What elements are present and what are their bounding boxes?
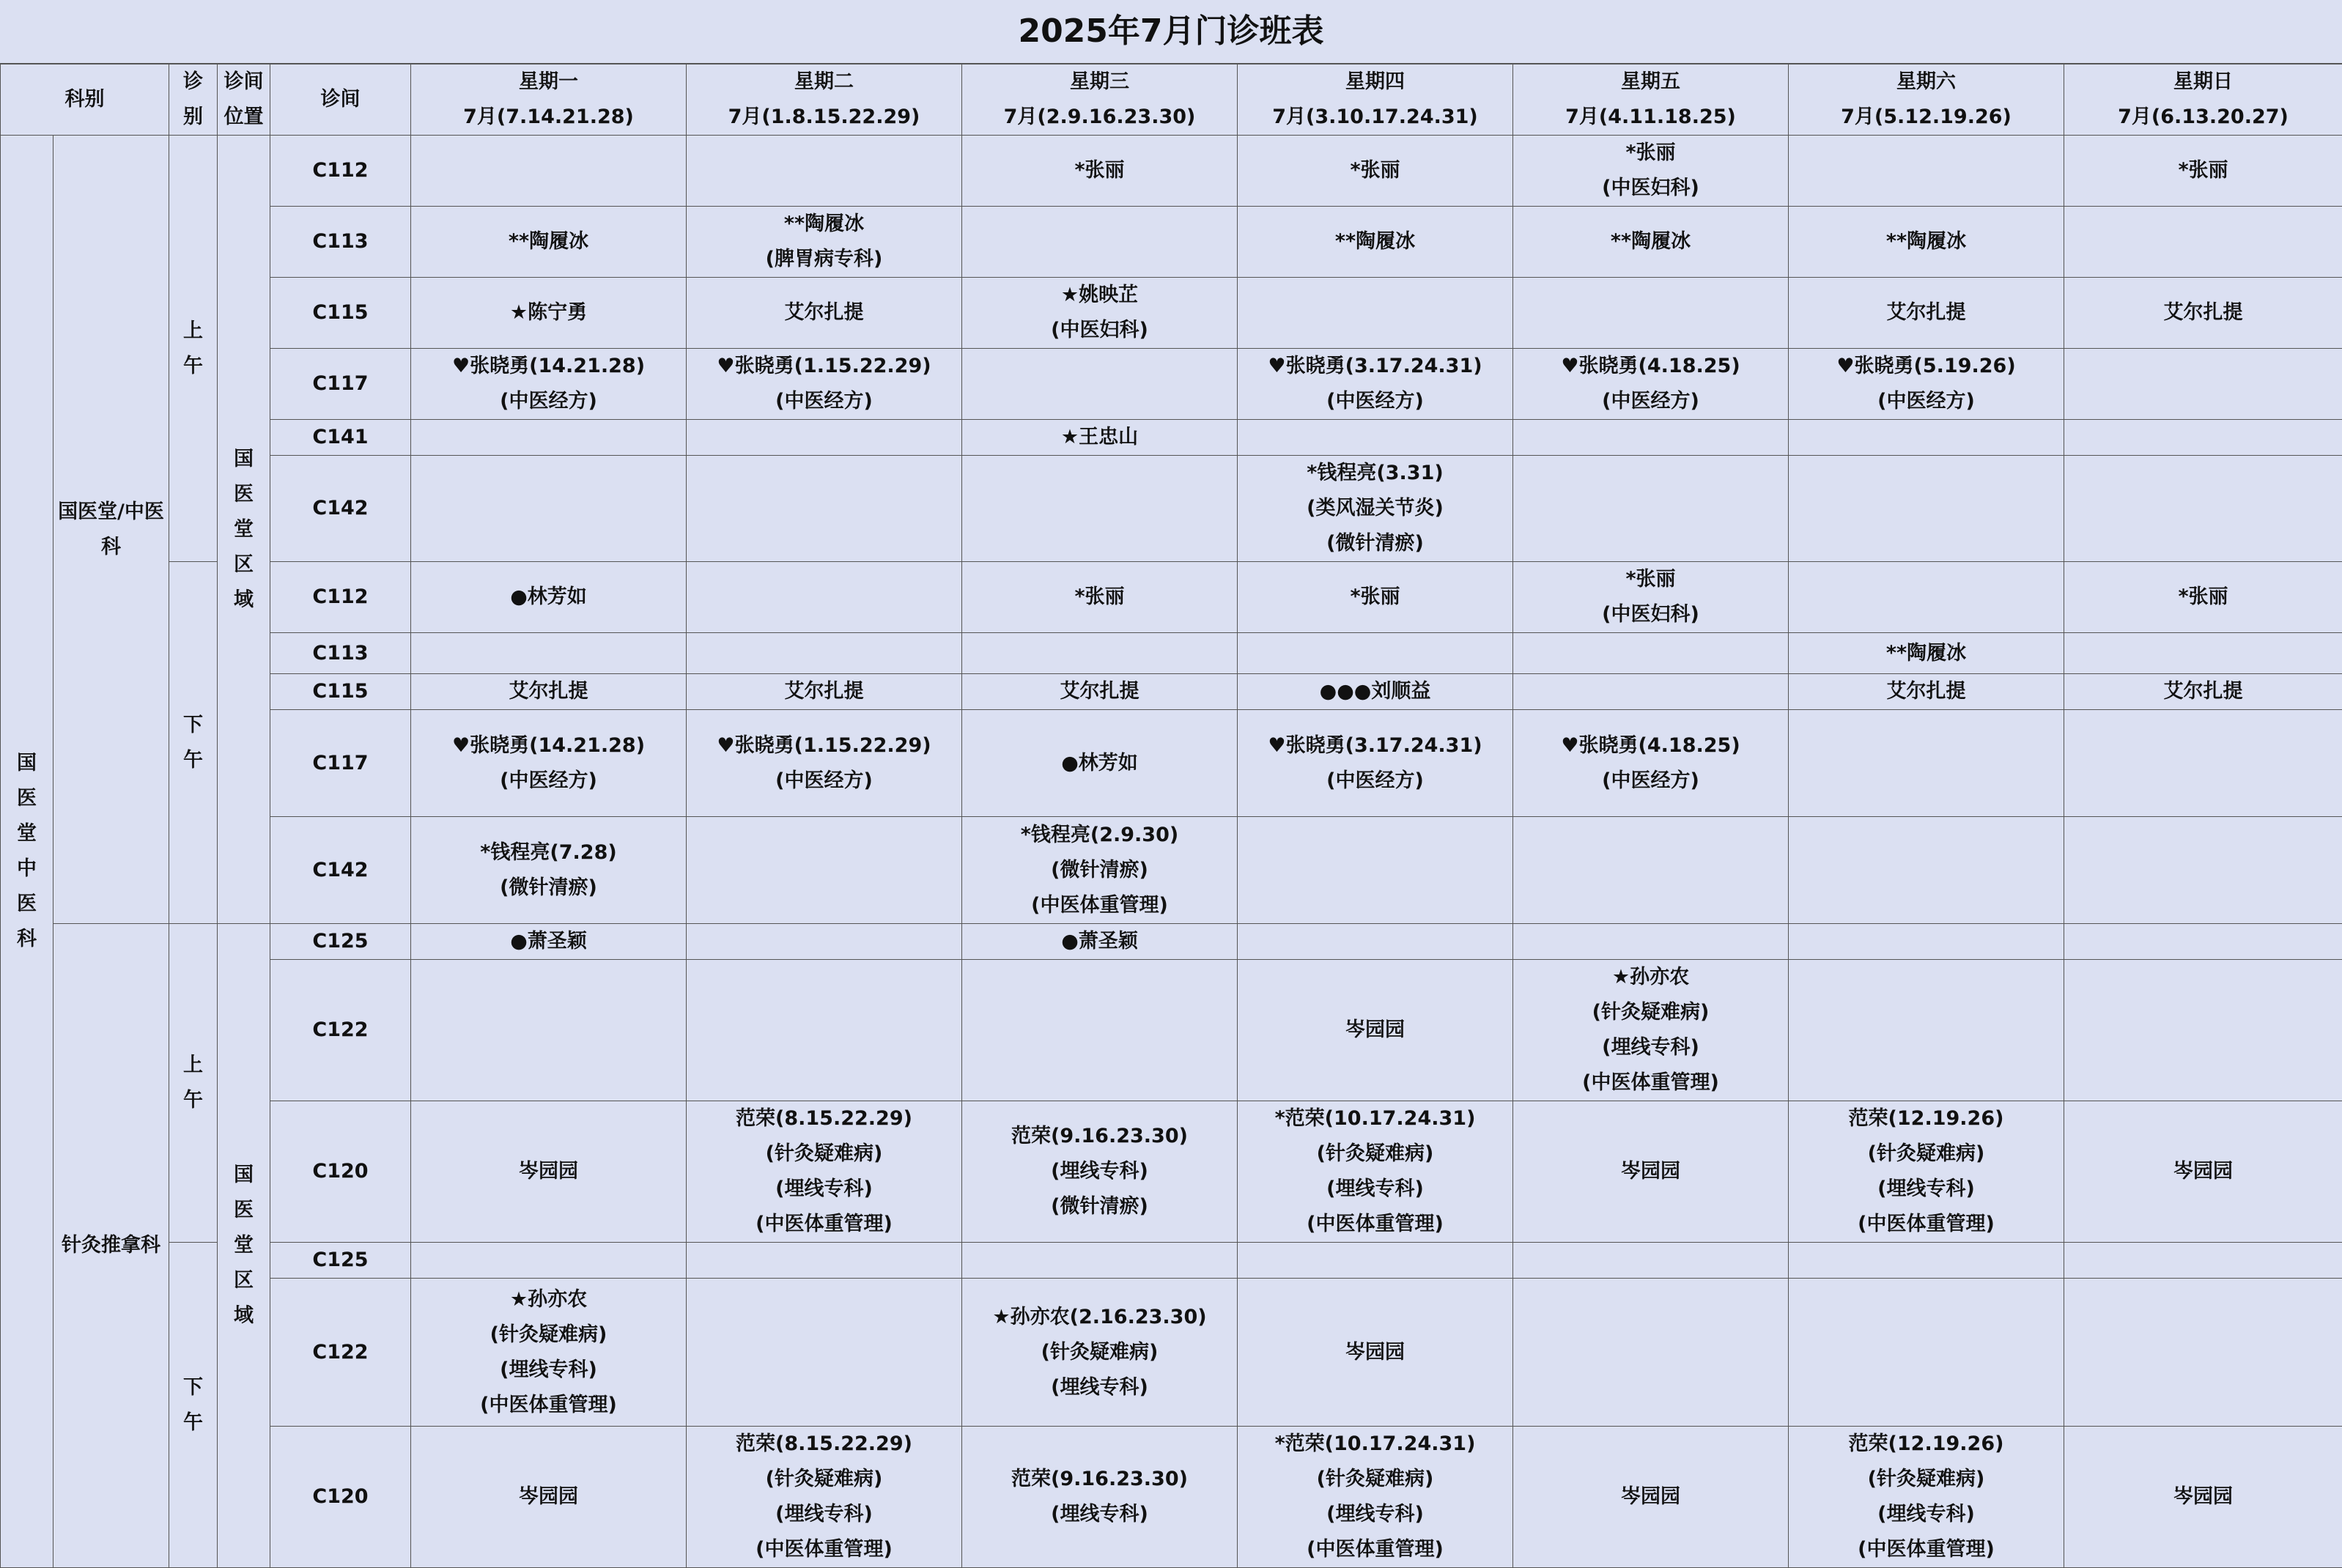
room-cell: C115: [270, 674, 411, 710]
schedule-cell-thu: [1238, 1243, 1513, 1279]
room-cell: C117: [270, 710, 411, 817]
schedule-cell-thu: [1238, 817, 1513, 924]
table-row: [1, 817, 2342, 924]
schedule-cell-thu: [1238, 924, 1513, 960]
table-row: [1, 207, 2342, 278]
schedule-cell-thu: [1238, 420, 1513, 456]
schedule-entry-line: 岑园园: [1238, 1335, 1512, 1370]
schedule-cell-fri: [1513, 420, 1789, 456]
schedule-entry-line: (中医体重管理): [1238, 1207, 1512, 1242]
schedule-entry-line: (中医体重管理): [687, 1532, 961, 1567]
schedule-cell-sun: [2064, 817, 2342, 924]
schedule-cell-sun: [2064, 710, 2342, 817]
room-cell: C125: [270, 924, 411, 960]
schedule-entry-line: 岑园园: [1513, 1154, 1788, 1189]
schedule-cell-mon: [411, 349, 687, 420]
schedule-cell-fri: [1513, 674, 1789, 710]
schedule-entry-line: (中医经方): [1238, 763, 1512, 799]
schedule-entry-line: *范荣(10.17.24.31): [1238, 1101, 1512, 1136]
schedule-entry-line: **陶履冰: [1789, 224, 2064, 259]
schedule-cell-mon: [411, 817, 687, 924]
schedule-cell-mon: [411, 1243, 687, 1279]
schedule-entry-line: ♥张晓勇(14.21.28): [411, 728, 686, 763]
schedule-entry-line: ●萧圣颖: [411, 924, 686, 959]
schedule-entry-line: (微针清瘀): [962, 853, 1237, 888]
area-tcm-cell: 国医堂区域: [218, 136, 270, 924]
schedule-cell-wed: [962, 817, 1238, 924]
room-cell: C115: [270, 278, 411, 349]
schedule-cell-wed: [962, 278, 1238, 349]
schedule-cell-mon: [411, 278, 687, 349]
schedule-cell-tue: [687, 924, 962, 960]
schedule-entry-line: 岑园园: [2064, 1154, 2342, 1189]
schedule-entry-line: *张丽: [1238, 580, 1512, 615]
schedule-body: [1, 136, 2342, 1568]
schedule-entry-line: (针灸疑难病): [962, 1335, 1237, 1370]
schedule-entry-line: *张丽: [2064, 153, 2342, 188]
schedule-cell-thu: [1238, 674, 1513, 710]
schedule-entry-line: 艾尔扎提: [411, 674, 686, 709]
schedule-cell-sun: [2064, 1427, 2342, 1568]
schedule-cell-sun: [2064, 1279, 2342, 1427]
schedule-entry-line: (埋线专科): [1789, 1172, 2064, 1207]
schedule-entry-line: ★孙亦农(2.16.23.30): [962, 1300, 1237, 1335]
header-day-tue: 星期二 7月(1.8.15.22.29): [687, 64, 962, 136]
schedule-entry-line: (中医妇科): [962, 313, 1237, 348]
room-cell: C117: [270, 349, 411, 420]
schedule-cell-sun: [2064, 278, 2342, 349]
schedule-cell-tue: [687, 207, 962, 278]
schedule-table: [0, 64, 2342, 1568]
schedule-cell-wed: [962, 420, 1238, 456]
schedule-cell-sat: [1789, 1243, 2064, 1279]
schedule-cell-fri: [1513, 207, 1789, 278]
header-day-wed: 星期三 7月(2.9.16.23.30): [962, 64, 1238, 136]
schedule-entry-line: *张丽: [2064, 580, 2342, 615]
schedule-entry-line: (针灸疑难病): [687, 1136, 961, 1172]
schedule-cell-wed: [962, 633, 1238, 674]
schedule-cell-mon: [411, 420, 687, 456]
room-cell: C112: [270, 136, 411, 207]
schedule-cell-fri: [1513, 1243, 1789, 1279]
schedule-entry-line: (埋线专科): [687, 1172, 961, 1207]
schedule-entry-line: (埋线专科): [962, 1154, 1237, 1189]
schedule-entry-line: ♥张晓勇(4.18.25): [1513, 349, 1788, 384]
schedule-cell-sun: [2064, 136, 2342, 207]
schedule-cell-thu: [1238, 278, 1513, 349]
schedule-entry-line: *张丽: [1513, 136, 1788, 171]
schedule-entry-line: (针灸疑难病): [1789, 1462, 2064, 1497]
schedule-cell-wed: [962, 349, 1238, 420]
schedule-cell-sun: [2064, 1101, 2342, 1243]
header-day-thu: 星期四 7月(3.10.17.24.31): [1238, 64, 1513, 136]
schedule-entry-line: (微针清瘀): [1238, 526, 1512, 561]
schedule-cell-thu: [1238, 1101, 1513, 1243]
schedule-entry-line: (中医经方): [411, 763, 686, 799]
schedule-cell-mon: [411, 562, 687, 633]
schedule-entry-line: ★王忠山: [962, 420, 1237, 455]
schedule-cell-fri: [1513, 278, 1789, 349]
schedule-entry-line: ●●●刘顺益: [1238, 674, 1512, 709]
schedule-cell-fri: [1513, 1279, 1789, 1427]
schedule-cell-tue: [687, 278, 962, 349]
schedule-cell-tue: [687, 1243, 962, 1279]
schedule-entry-line: **陶履冰: [1513, 224, 1788, 259]
schedule-entry-line: (埋线专科): [1238, 1497, 1512, 1532]
schedule-entry-line: (埋线专科): [1513, 1030, 1788, 1065]
schedule-entry-line: ★孙亦农: [411, 1282, 686, 1317]
schedule-cell-thu: [1238, 1427, 1513, 1568]
schedule-entry-line: ★陈宁勇: [411, 295, 686, 330]
schedule-entry-line: (中医经方): [1513, 763, 1788, 799]
schedule-entry-line: 范荣(8.15.22.29): [687, 1101, 961, 1136]
schedule-cell-tue: [687, 674, 962, 710]
schedule-cell-tue: [687, 1279, 962, 1427]
header-session: 诊别: [169, 64, 218, 136]
table-row: [1, 674, 2342, 710]
room-cell: C120: [270, 1427, 411, 1568]
header-day-sat: 星期六 7月(5.12.19.26): [1789, 64, 2064, 136]
schedule-entry-line: ♥张晓勇(3.17.24.31): [1238, 349, 1512, 384]
schedule-entry-line: 艾尔扎提: [687, 674, 961, 709]
header-row: [1, 64, 2342, 136]
room-cell: C142: [270, 456, 411, 562]
schedule-cell-mon: [411, 136, 687, 207]
schedule-cell-fri: [1513, 349, 1789, 420]
table-row: [1, 456, 2342, 562]
schedule-entry-line: 艾尔扎提: [1789, 674, 2064, 709]
schedule-cell-fri: [1513, 1427, 1789, 1568]
schedule-cell-tue: [687, 710, 962, 817]
schedule-entry-line: ♥张晓勇(4.18.25): [1513, 728, 1788, 763]
schedule-entry-line: ♥张晓勇(14.21.28): [411, 349, 686, 384]
schedule-cell-fri: [1513, 1101, 1789, 1243]
schedule-cell-tue: [687, 633, 962, 674]
schedule-cell-sun: [2064, 633, 2342, 674]
room-cell: C122: [270, 1279, 411, 1427]
schedule-entry-line: (脾胃病专科): [687, 242, 961, 277]
room-cell: C142: [270, 817, 411, 924]
schedule-cell-thu: [1238, 1279, 1513, 1427]
schedule-cell-sat: [1789, 1101, 2064, 1243]
session-afternoon-cell: 下午: [169, 562, 218, 924]
schedule-entry-line: (埋线专科): [1238, 1172, 1512, 1207]
schedule-entry-line: **陶履冰: [1789, 636, 2064, 671]
table-row: [1, 710, 2342, 817]
schedule-entry-line: (针灸疑难病): [1789, 1136, 2064, 1172]
schedule-entry-line: ●林芳如: [962, 746, 1237, 781]
schedule-cell-mon: [411, 633, 687, 674]
schedule-entry-line: *钱程亮(3.31): [1238, 456, 1512, 491]
schedule-entry-line: *张丽: [1238, 153, 1512, 188]
schedule-cell-fri: [1513, 960, 1789, 1101]
dept-acu-cell: 针灸推拿科: [53, 924, 169, 1568]
schedule-cell-sat: [1789, 562, 2064, 633]
schedule-entry-line: (中医体重管理): [962, 888, 1237, 923]
schedule-cell-sat: [1789, 1279, 2064, 1427]
schedule-cell-thu: [1238, 710, 1513, 817]
schedule-entry-line: 岑园园: [2064, 1479, 2342, 1515]
schedule-cell-mon: [411, 1101, 687, 1243]
schedule-entry-line: (针灸疑难病): [687, 1462, 961, 1497]
table-row: [1, 633, 2342, 674]
schedule-entry-line: (埋线专科): [962, 1497, 1237, 1532]
schedule-entry-line: *张丽: [962, 580, 1237, 615]
header-day-sun: 星期日 7月(6.13.20.27): [2064, 64, 2342, 136]
schedule-cell-sat: [1789, 456, 2064, 562]
schedule-entry-line: ●萧圣颖: [962, 924, 1237, 959]
schedule-entry-line: (中医体重管理): [1238, 1532, 1512, 1567]
schedule-entry-line: ♥张晓勇(1.15.22.29): [687, 728, 961, 763]
schedule-cell-fri: [1513, 924, 1789, 960]
schedule-cell-tue: [687, 1427, 962, 1568]
schedule-cell-thu: [1238, 349, 1513, 420]
schedule-cell-sat: [1789, 960, 2064, 1101]
schedule-entry-line: 范荣(12.19.26): [1789, 1101, 2064, 1136]
schedule-entry-line: (针灸疑难病): [411, 1317, 686, 1353]
schedule-entry-line: *钱程亮(7.28): [411, 835, 686, 870]
schedule-entry-line: (中医经方): [411, 384, 686, 419]
schedule-entry-line: (中医经方): [1513, 384, 1788, 419]
schedule-cell-sat: [1789, 207, 2064, 278]
schedule-entry-line: *范荣(10.17.24.31): [1238, 1427, 1512, 1462]
schedule-cell-thu: [1238, 136, 1513, 207]
schedule-entry-line: (微针清瘀): [962, 1189, 1237, 1224]
schedule-cell-wed: [962, 674, 1238, 710]
schedule-entry-line: ♥张晓勇(1.15.22.29): [687, 349, 961, 384]
schedule-cell-sat: [1789, 278, 2064, 349]
schedule-cell-thu: [1238, 456, 1513, 562]
schedule-entry-line: (中医体重管理): [1789, 1207, 2064, 1242]
schedule-cell-fri: [1513, 817, 1789, 924]
schedule-entry-line: 艾尔扎提: [1789, 295, 2064, 330]
schedule-cell-sun: [2064, 456, 2342, 562]
schedule-cell-tue: [687, 1101, 962, 1243]
schedule-entry-line: 艾尔扎提: [962, 674, 1237, 709]
schedule-cell-sun: [2064, 207, 2342, 278]
schedule-entry-line: 艾尔扎提: [2064, 674, 2342, 709]
table-row: [1, 349, 2342, 420]
session-morning-cell: 上午: [169, 924, 218, 1243]
schedule-cell-tue: [687, 420, 962, 456]
schedule-entry-line: (中医体重管理): [411, 1388, 686, 1423]
schedule-cell-wed: [962, 1427, 1238, 1568]
schedule-entry-line: (中医经方): [687, 384, 961, 419]
schedule-cell-mon: [411, 924, 687, 960]
schedule-entry-line: (类风湿关节炎): [1238, 491, 1512, 526]
schedule-entry-line: **陶履冰: [687, 207, 961, 242]
schedule-entry-line: (中医体重管理): [1789, 1532, 2064, 1567]
table-row: [1, 278, 2342, 349]
schedule-cell-sun: [2064, 420, 2342, 456]
schedule-cell-sun: [2064, 349, 2342, 420]
schedule-cell-sun: [2064, 674, 2342, 710]
schedule-cell-wed: [962, 136, 1238, 207]
table-row: [1, 1101, 2342, 1243]
header-dept: 科别: [1, 64, 169, 136]
schedule-entry-line: *张丽: [1513, 562, 1788, 597]
schedule-cell-wed: [962, 207, 1238, 278]
schedule-cell-wed: [962, 924, 1238, 960]
schedule-cell-sat: [1789, 674, 2064, 710]
schedule-cell-fri: [1513, 633, 1789, 674]
schedule-entry-line: (中医经方): [1238, 384, 1512, 419]
table-row: [1, 420, 2342, 456]
schedule-cell-sat: [1789, 349, 2064, 420]
header-room: 诊间: [270, 64, 411, 136]
schedule-entry-line: ★姚映芷: [962, 278, 1237, 313]
schedule-entry-line: 范荣(9.16.23.30): [962, 1462, 1237, 1497]
schedule-cell-sat: [1789, 817, 2064, 924]
schedule-entry-line: 岑园园: [1513, 1479, 1788, 1515]
area-acu-cell: 国医堂区域: [218, 924, 270, 1568]
table-row: [1, 960, 2342, 1101]
table-row: [1, 562, 2342, 633]
schedule-entry-line: ♥张晓勇(3.17.24.31): [1238, 728, 1512, 763]
schedule-entry-line: 范荣(8.15.22.29): [687, 1427, 961, 1462]
schedule-cell-sat: [1789, 136, 2064, 207]
schedule-cell-sat: [1789, 710, 2064, 817]
schedule-entry-line: (埋线专科): [962, 1370, 1237, 1405]
schedule-cell-thu: [1238, 633, 1513, 674]
schedule-entry-line: (针灸疑难病): [1513, 995, 1788, 1030]
schedule-cell-mon: [411, 1279, 687, 1427]
table-row: [1, 136, 2342, 207]
schedule-cell-fri: [1513, 136, 1789, 207]
schedule-entry-line: 范荣(12.19.26): [1789, 1427, 2064, 1462]
schedule-entry-line: 艾尔扎提: [687, 295, 961, 330]
schedule-cell-thu: [1238, 207, 1513, 278]
room-cell: C122: [270, 960, 411, 1101]
schedule-cell-mon: [411, 1427, 687, 1568]
schedule-entry-line: ●林芳如: [411, 580, 686, 615]
schedule-cell-sat: [1789, 420, 2064, 456]
header-day-mon: 星期一 7月(7.14.21.28): [411, 64, 687, 136]
schedule-cell-mon: [411, 960, 687, 1101]
schedule-cell-tue: [687, 456, 962, 562]
schedule-entry-line: ♥张晓勇(5.19.26): [1789, 349, 2064, 384]
schedule-cell-fri: [1513, 710, 1789, 817]
schedule-cell-fri: [1513, 456, 1789, 562]
schedule-entry-line: *张丽: [962, 153, 1237, 188]
schedule-cell-sat: [1789, 924, 2064, 960]
room-cell: C113: [270, 633, 411, 674]
schedule-cell-mon: [411, 207, 687, 278]
schedule-cell-mon: [411, 710, 687, 817]
schedule-entry-line: 岑园园: [1238, 1013, 1512, 1048]
session-morning-cell: 上午: [169, 136, 218, 562]
schedule-cell-sun: [2064, 924, 2342, 960]
room-cell: C113: [270, 207, 411, 278]
page-title: 2025年7月门诊班表: [0, 0, 2342, 64]
schedule-entry-line: (微针清瘀): [411, 870, 686, 906]
schedule-cell-mon: [411, 674, 687, 710]
schedule-entry-line: (中医体重管理): [687, 1207, 961, 1242]
schedule-entry-line: (针灸疑难病): [1238, 1136, 1512, 1172]
schedule-cell-tue: [687, 817, 962, 924]
schedule-cell-mon: [411, 456, 687, 562]
schedule-cell-thu: [1238, 960, 1513, 1101]
table-row: [1, 1427, 2342, 1568]
schedule-cell-fri: [1513, 562, 1789, 633]
room-cell: C141: [270, 420, 411, 456]
session-afternoon-cell: 下午: [169, 1243, 218, 1568]
schedule-cell-wed: [962, 1279, 1238, 1427]
schedule-cell-sat: [1789, 633, 2064, 674]
schedule-entry-line: (针灸疑难病): [1238, 1462, 1512, 1497]
room-cell: C125: [270, 1243, 411, 1279]
schedule-entry-line: 艾尔扎提: [2064, 295, 2342, 330]
schedule-entry-line: (埋线专科): [411, 1353, 686, 1388]
schedule-entry-line: 范荣(9.16.23.30): [962, 1119, 1237, 1154]
schedule-cell-sat: [1789, 1427, 2064, 1568]
schedule-cell-tue: [687, 562, 962, 633]
table-row: [1, 924, 2342, 960]
schedule-entry-line: (中医经方): [687, 763, 961, 799]
schedule-cell-wed: [962, 1101, 1238, 1243]
schedule-entry-line: (中医妇科): [1513, 171, 1788, 206]
room-cell: C120: [270, 1101, 411, 1243]
schedule-entry-line: (中医体重管理): [1513, 1065, 1788, 1101]
outer-dept-cell: 国医堂中医科: [1, 136, 53, 1568]
schedule-cell-wed: [962, 710, 1238, 817]
schedule-entry-line: (埋线专科): [687, 1497, 961, 1532]
schedule-entry-line: **陶履冰: [411, 224, 686, 259]
schedule-entry-line: (中医经方): [1789, 384, 2064, 419]
table-row: [1, 1279, 2342, 1427]
schedule-entry-line: 岑园园: [411, 1154, 686, 1189]
header-location: 诊间位置: [218, 64, 270, 136]
schedule-cell-wed: [962, 1243, 1238, 1279]
schedule-entry-line: *钱程亮(2.9.30): [962, 818, 1237, 853]
room-cell: C112: [270, 562, 411, 633]
schedule-entry-line: 岑园园: [411, 1479, 686, 1515]
schedule-cell-sun: [2064, 562, 2342, 633]
schedule-cell-thu: [1238, 562, 1513, 633]
schedule-cell-wed: [962, 960, 1238, 1101]
table-row: [1, 1243, 2342, 1279]
schedule-cell-tue: [687, 349, 962, 420]
header-day-fri: 星期五 7月(4.11.18.25): [1513, 64, 1789, 136]
schedule-cell-tue: [687, 136, 962, 207]
schedule-cell-sun: [2064, 1243, 2342, 1279]
schedule-entry-line: ★孙亦农: [1513, 960, 1788, 995]
schedule-cell-tue: [687, 960, 962, 1101]
schedule-entry-line: (埋线专科): [1789, 1497, 2064, 1532]
dept-tcm-cell: 国医堂/中医科: [53, 136, 169, 924]
schedule-cell-wed: [962, 562, 1238, 633]
schedule-entry-line: (中医妇科): [1513, 597, 1788, 632]
schedule-entry-line: **陶履冰: [1238, 224, 1512, 259]
schedule-cell-sun: [2064, 960, 2342, 1101]
schedule-cell-wed: [962, 456, 1238, 562]
